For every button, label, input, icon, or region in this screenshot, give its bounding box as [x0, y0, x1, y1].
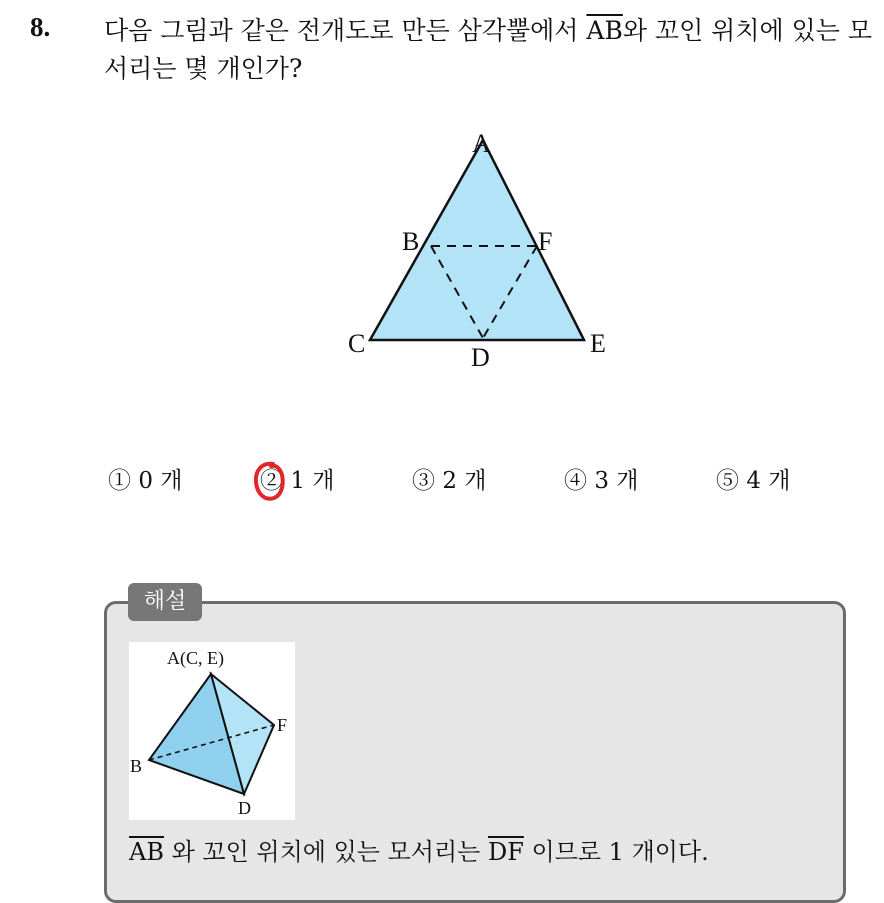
- tetrahedron-figure-panel: [129, 642, 295, 820]
- choice-3-number: ③: [412, 468, 435, 494]
- choice-4-text: 3 개: [594, 468, 639, 494]
- choice-1[interactable]: [108, 462, 182, 495]
- explanation-text-part1: 와 꼬인 위치에 있는 모서리는: [163, 838, 488, 866]
- choice-5[interactable]: [716, 462, 790, 495]
- explanation-box: [104, 601, 846, 903]
- tetra-label-f: F: [277, 715, 288, 735]
- tetra-label-b: B: [130, 756, 143, 776]
- explanation-text: [129, 832, 709, 867]
- choice-3[interactable]: [412, 462, 486, 495]
- choice-4[interactable]: [564, 462, 638, 495]
- choice-1-text: 0 개: [138, 468, 183, 494]
- tetra-label-d: D: [238, 798, 251, 818]
- question-text-part2: 와 꼬인 위치에 있는 모서리는 몇 개인가?: [104, 16, 872, 83]
- explanation-segment-ab: $\overline{AB}$: [129, 838, 164, 866]
- question-text-part1: 다음 그림과 같은 전개도로 만든 삼각뿔에서: [104, 16, 587, 45]
- label-a: A: [472, 129, 491, 158]
- tetra-label-top: A(C, E): [167, 648, 224, 668]
- net-figure: [340, 120, 620, 375]
- choice-2[interactable]: [260, 462, 334, 495]
- choice-4-number: ④: [564, 468, 587, 494]
- label-e: E: [590, 329, 606, 358]
- question-text: [104, 12, 874, 88]
- explanation-tag: 해설: [128, 583, 202, 621]
- tetrahedron-figure: [129, 642, 295, 820]
- choice-2-number: ②: [260, 468, 283, 494]
- choice-5-text: 4 개: [746, 468, 791, 494]
- segment-ab: $\overline{AB}$: [586, 16, 623, 45]
- answer-choices: [0, 462, 884, 502]
- choice-2-text: 1 개: [290, 468, 335, 494]
- label-c: C: [348, 329, 366, 358]
- label-f: F: [538, 227, 553, 256]
- question-number: 8.: [30, 12, 51, 42]
- choice-5-number: ⑤: [716, 468, 739, 494]
- choice-3-text: 2 개: [442, 468, 487, 494]
- label-d: D: [471, 343, 490, 372]
- explanation-text-part2: 이므로 1 개이다.: [523, 838, 709, 866]
- choice-1-number: ①: [108, 468, 131, 494]
- label-b: B: [402, 227, 420, 256]
- explanation-segment-df: $\overline{DF}$: [487, 838, 524, 866]
